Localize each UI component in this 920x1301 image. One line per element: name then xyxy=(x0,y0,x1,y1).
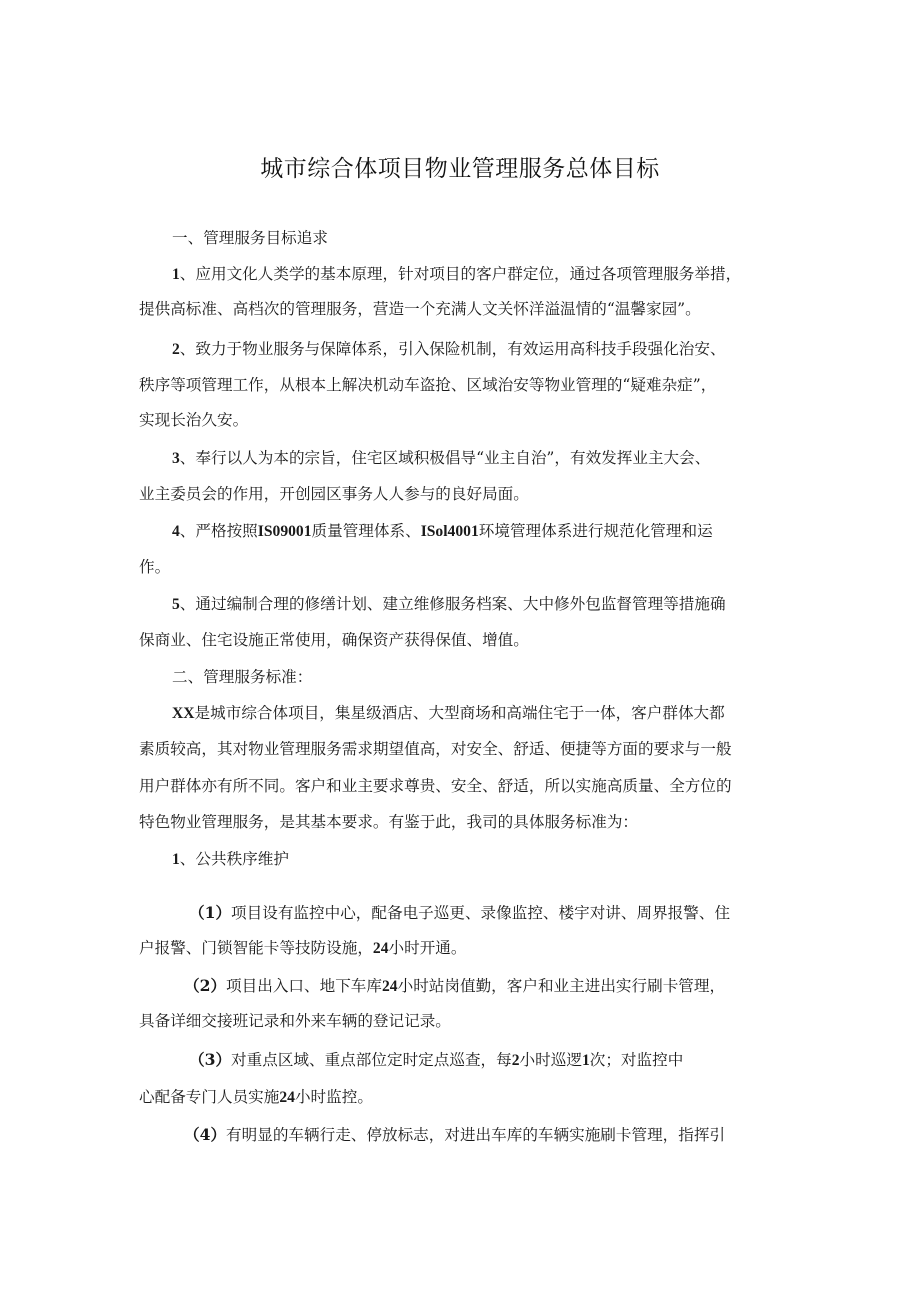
item1-text1: 项目设有监控中心，配备电子巡更、录像监控、楼宇对讲、周界报警、住 xyxy=(231,904,731,922)
item3-text1a: 对重点区域、重点部位定时定点巡查，每 xyxy=(231,1051,512,1069)
subsection1-text: 、公共秩序维护 xyxy=(179,850,289,868)
item3-1: 1 xyxy=(581,1052,590,1069)
goal2-number: 2 xyxy=(172,341,180,358)
subsection1-heading xyxy=(172,852,289,868)
item2-text1b: 小时站岗值勤，客户和业主进出实行刷卡管理， xyxy=(397,977,726,995)
item4-text1: 有明显的车辆行走、停放标志，对进出车库的车辆实施刷卡管理，指挥引 xyxy=(226,1126,726,1144)
goal2-line3: 实现长治久安。 xyxy=(139,411,249,429)
item3-text2b: 小时监控。 xyxy=(294,1088,373,1106)
goal3-line1 xyxy=(172,451,710,467)
goal5-line1 xyxy=(172,597,726,613)
goal3-line2: 业主委员会的作用，开创园区事务人人参与的良好局面。 xyxy=(139,485,529,503)
item1-24: 24 xyxy=(372,940,389,957)
item2-24: 24 xyxy=(382,978,398,995)
item2-text1a: 项目出入口、地下车库 xyxy=(226,977,382,995)
goal4-line1 xyxy=(172,524,713,540)
item2-line2: 具备详细交接班记录和外来车辆的登记记录。 xyxy=(139,1012,451,1030)
goal1-text1: 、应用文化人类学的基本原理，针对项目的客户群定位，通过各项管理服务举措， xyxy=(179,265,742,283)
goal5-number: 5 xyxy=(172,596,180,613)
intro-line3: 用户群体亦有所不同。客户和业主要求尊贵、安全、舒适，所以实施高质量、全方位的 xyxy=(139,777,732,795)
item1-text2b: 小时开通。 xyxy=(388,939,467,957)
subsection1-number: 1 xyxy=(172,851,180,868)
item1-line2 xyxy=(139,941,467,957)
item3-line1 xyxy=(189,1052,683,1069)
item3-2: 2 xyxy=(511,1052,520,1069)
intro-line1 xyxy=(172,706,725,722)
section1-heading: 一、管理服务目标追求 xyxy=(172,229,328,247)
goal1-number: 1 xyxy=(172,266,180,283)
goal4-number: 4 xyxy=(172,523,180,540)
item3-text1b: 小时巡逻 xyxy=(519,1051,582,1069)
goal2-line2: 秩序等项管理工作，从根本上解决机动车盗抢、区域治安等物业管理的“疑难杂症”， xyxy=(139,376,717,394)
goal1-line1 xyxy=(172,267,741,283)
item4-number: （4） xyxy=(184,1125,227,1144)
goal4-line2: 作。 xyxy=(139,558,171,576)
goal4-text1b: 质量管理体系、 xyxy=(311,522,421,540)
item3-text2a: 心配备专门人员实施 xyxy=(139,1088,280,1106)
intro-line2: 素质较高，其对物业管理服务需求期望值高，对安全、舒适、便捷等方面的要求与一般 xyxy=(139,740,732,758)
goal4-text1c: 环境管理体系进行规范化管理和运 xyxy=(478,522,713,540)
item1-text2a: 户报警、门锁智能卡等技防设施， xyxy=(139,939,373,957)
goal4-iso14001: ISol4001 xyxy=(420,523,479,540)
item3-line2 xyxy=(139,1090,373,1106)
item3-number: （3） xyxy=(189,1050,232,1069)
item2-line1 xyxy=(184,978,725,995)
section2-heading: 二、管理服务标准： xyxy=(172,668,313,686)
item3-text1c: 次；对监控中 xyxy=(589,1051,684,1069)
goal1-line2: 提供高标准、高档次的管理服务，营造一个充满人文关怀洋溢温情的“温馨家园”。 xyxy=(139,300,701,318)
item3-24: 24 xyxy=(279,1089,295,1106)
item2-number: （2） xyxy=(184,976,227,995)
intro-xx: XX xyxy=(172,705,195,722)
item1-number: （1） xyxy=(189,903,232,922)
intro-text1: 是城市综合体项目，集星级酒店、大型商场和高端住宅于一体，客户群体大都 xyxy=(194,704,725,722)
goal4-text1a: 、严格按照 xyxy=(179,522,258,540)
goal2-line1 xyxy=(172,342,726,358)
goal3-text1: 、奉行以人为本的宗旨，住宅区域积极倡导“业主自治”，有效发挥业主大会、 xyxy=(179,449,711,467)
goal4-iso9001: IS09001 xyxy=(257,523,312,540)
document-title: 城市综合体项目物业管理服务总体目标 xyxy=(260,156,660,182)
goal2-text1: 、致力于物业服务与保障体系，引入保险机制，有效运用高科技手段强化治安、 xyxy=(179,340,726,358)
goal5-line2: 保商业、住宅设施正常使用，确保资产获得保值、增值。 xyxy=(139,631,529,649)
goal5-text1: 、通过编制合理的修缮计划、建立维修服务档案、大中修外包监督管理等措施确 xyxy=(179,595,726,613)
item4-line1 xyxy=(184,1127,725,1144)
intro-line4: 特色物业管理服务，是其基本要求。有鉴于此，我司的具体服务标准为： xyxy=(139,813,639,831)
goal3-number: 3 xyxy=(172,450,180,467)
item1-line1 xyxy=(189,905,730,922)
